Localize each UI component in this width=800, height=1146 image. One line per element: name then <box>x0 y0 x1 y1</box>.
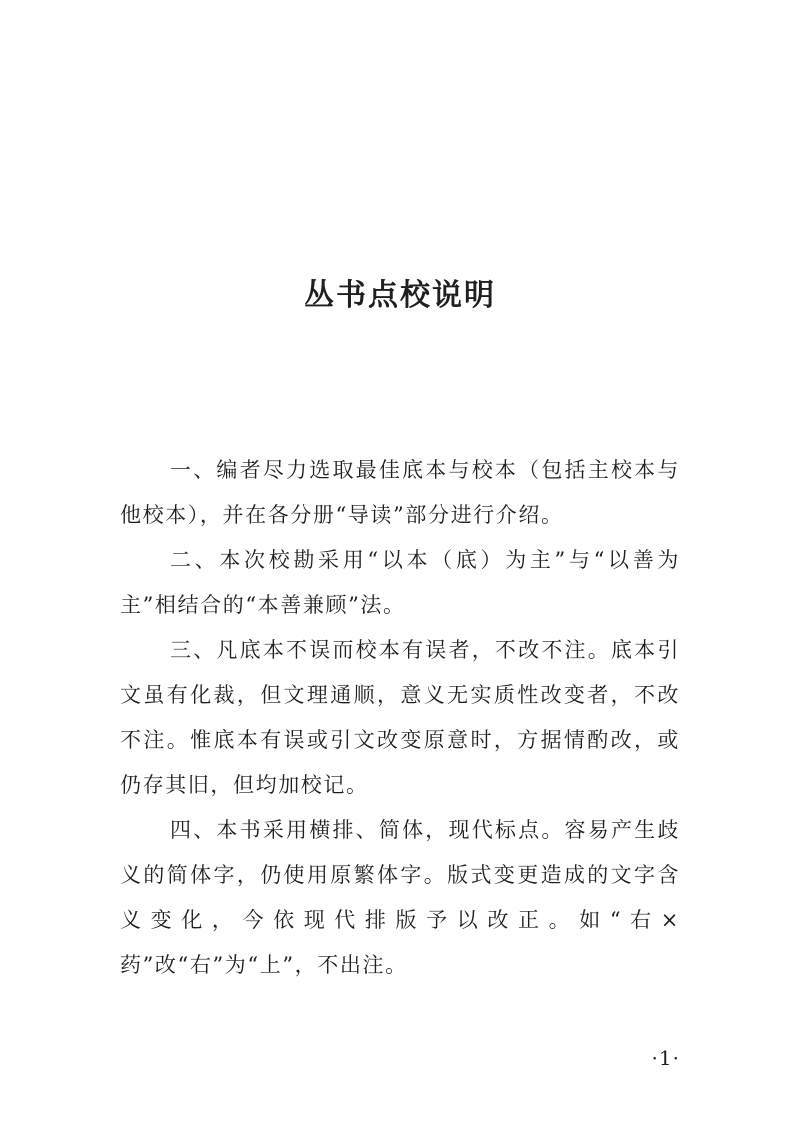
page-number: ·1· <box>651 1046 680 1070</box>
paragraph-2: 二、本次校勘采用“以本（底）为主”与“以善为主”相结合的“本善兼顾”法。 <box>120 548 680 617</box>
paragraph-1: 一、编者尽力选取最佳底本与校本（包括主校本与他校本），并在各分册“导读”部分进行介绍。 <box>120 458 680 527</box>
body-text <box>120 448 680 988</box>
paragraph-4: 四、本书采用横排、简体，现代标点。容易产生歧义的简体字，仍使用原繁体字。版式变更造成的文字含义变化，今依现代排版予以改正。如“右×药”改“右”为“上”，不出注。 <box>120 818 680 977</box>
paragraph-3: 三、凡底本不误而校本有误者，不改不注。底本引文虽有化裁，但文理通顺，意义无实质性改变者，不改不注。惟底本有误或引文改变原意时，方据情酌改，或仍存其旧，但均加校记。 <box>120 638 680 797</box>
page-title: 丛书点校说明 <box>304 278 496 314</box>
